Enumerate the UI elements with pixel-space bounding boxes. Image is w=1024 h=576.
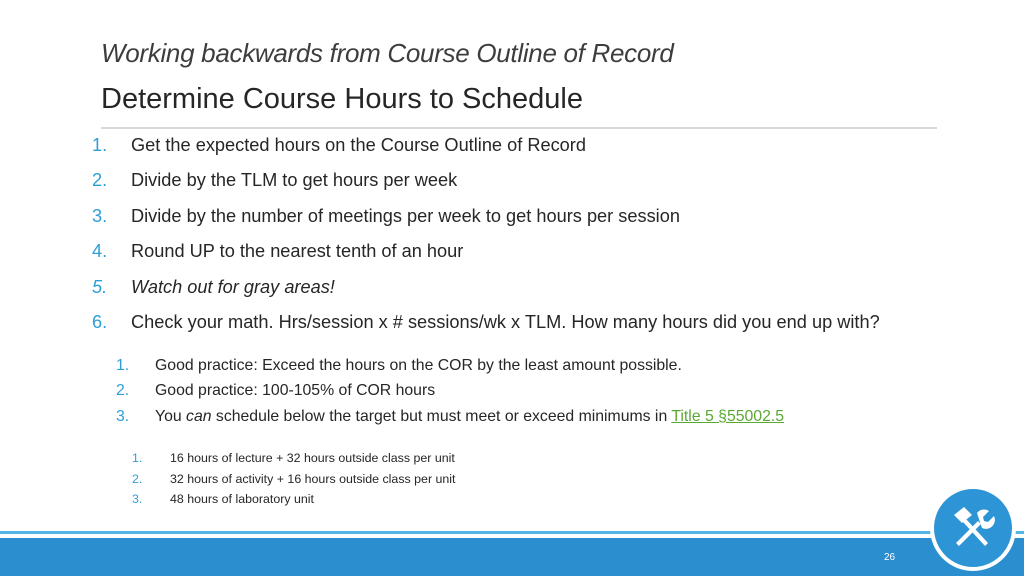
tools-icon [948, 503, 998, 553]
list-text: Divide by the TLM to get hours per week [131, 170, 458, 191]
text-before: You [155, 407, 187, 425]
slide-subtitle: Working backwards from Course Outline of Record [101, 38, 674, 68]
footer-accent-line [0, 531, 1024, 534]
footer-band [0, 538, 1024, 576]
list-number: 1. [92, 135, 108, 155]
title-divider [101, 127, 937, 129]
list-text: Good practice: Exceed the hours on the COR by the least amount possible. [155, 357, 682, 374]
list-number: 2. [132, 471, 143, 486]
list-text [155, 407, 784, 427]
list-text: Good practice: 100-105% of COR hours [155, 382, 436, 400]
list-text: Round UP to the nearest tenth of an hour [131, 241, 464, 262]
list-number: 3. [116, 407, 130, 425]
slide-title: Determine Course Hours to Schedule [101, 83, 583, 115]
text-after: schedule below the target but must meet or exceed minimums in [211, 407, 672, 425]
list-number: 6. [92, 311, 108, 332]
list-number: 3. [92, 205, 108, 226]
list-number: 3. [132, 492, 143, 506]
emphasis-text: can [186, 407, 212, 425]
list-text: Check your math. Hrs/session x # sessions/wk x TLM. How many hours did you end up with? [131, 311, 880, 332]
list-text: 32 hours of activity + 16 hours outside class per unit [170, 471, 456, 486]
list-text: 16 hours of lecture + 32 hours outside class per unit [170, 451, 455, 465]
list-text: Get the expected hours on the Course Outline of Record [131, 135, 586, 155]
page-number: 26 [884, 552, 896, 563]
tools-badge [934, 489, 1012, 567]
list-number: 1. [116, 357, 130, 374]
list-number: 1. [132, 451, 143, 465]
list-text: Divide by the number of meetings per week to get hours per session [131, 205, 680, 226]
list-number: 2. [116, 382, 130, 400]
list-text: Watch out for gray areas! [131, 276, 335, 297]
title5-link[interactable]: Title 5 §55002.5 [671, 407, 785, 425]
list-number: 2. [92, 170, 108, 191]
list-number: 5. [92, 276, 108, 297]
list-number: 4. [92, 241, 108, 262]
list-text: 48 hours of laboratory unit [170, 492, 314, 506]
